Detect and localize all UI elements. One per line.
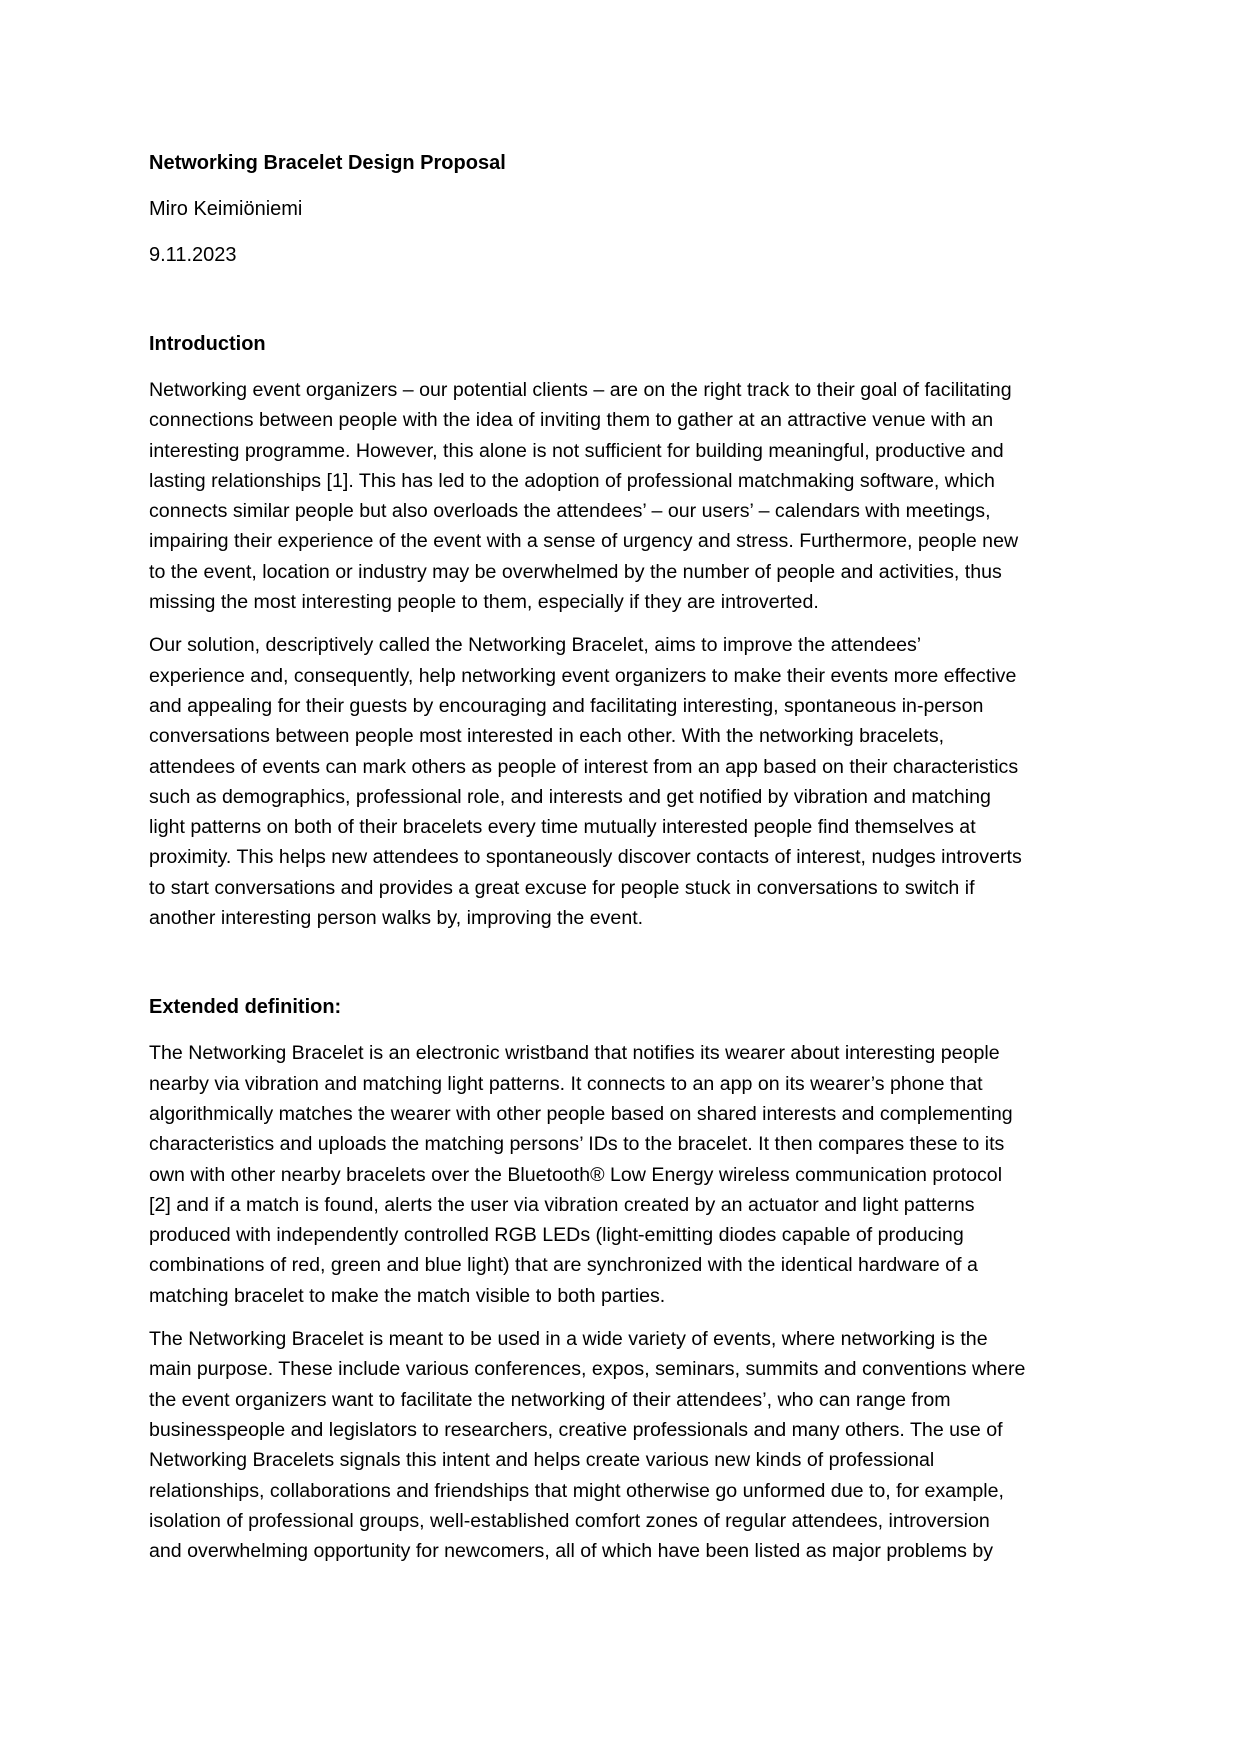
text-line: algorithmically matches the wearer with other people based on shared interests and complementing bbox=[149, 1102, 1013, 1125]
spacer bbox=[149, 946, 1099, 992]
text-line: attendees of events can mark others as people of interest from an app based on their characteristics bbox=[149, 755, 1019, 778]
text-line: to start conversations and provides a great excuse for people stuck in conversations to switch if bbox=[149, 876, 975, 899]
text-line: own with other nearby bracelets over the Bluetooth® Low Energy wireless communication protocol bbox=[149, 1163, 1003, 1186]
text-line: light patterns on both of their bracelets every time mutually interested people find themselves at bbox=[149, 816, 976, 839]
text-line: impairing their experience of the event with a sense of urgency and stress. Furthermore, people new bbox=[149, 530, 1019, 553]
text-line: isolation of professional groups, well-established comfort zones of regular attendees, introversion bbox=[149, 1509, 990, 1532]
text-line: connections between people with the idea of inviting them to gather at an attractive venue with an bbox=[149, 409, 994, 432]
text-line: Networking Bracelets signals this intent and helps create various new kinds of professional bbox=[149, 1449, 935, 1472]
text-line: to the event, location or industry may be overwhelmed by the number of people and activities, thus bbox=[149, 560, 1002, 583]
text-line: produced with independently controlled RGB LEDs (light-emitting diodes capable of producing bbox=[149, 1224, 964, 1247]
text-line: and overwhelming opportunity for newcomers, all of which have been listed as major problems by bbox=[149, 1540, 994, 1563]
text-line: relationships, collaborations and friendships that might otherwise go unformed due to, for example, bbox=[149, 1479, 1004, 1502]
text-line: combinations of red, green and blue light) that are synchronized with the identical hardware of a bbox=[149, 1254, 978, 1277]
text-line: [2] and if a match is found, alerts the user via vibration created by an actuator and light patterns bbox=[149, 1193, 975, 1216]
text-line: missing the most interesting people to them, especially if they are introverted. bbox=[149, 591, 819, 614]
paragraph bbox=[149, 1324, 1099, 1566]
text-line: lasting relationships [1]. This has led to the adoption of professional matchmaking software, which bbox=[149, 469, 995, 492]
text-line: such as demographics, professional role, and interests and get notified by vibration and matching bbox=[149, 785, 991, 808]
section-heading: Introduction bbox=[149, 333, 266, 355]
document-page bbox=[149, 148, 1099, 1579]
text-line: main purpose. These include various conferences, expos, seminars, summits and conventions where bbox=[149, 1358, 1026, 1381]
text-line: the event organizers want to facilitate the networking of their attendees’, who can range from bbox=[149, 1388, 951, 1411]
section-introduction bbox=[149, 329, 1099, 933]
text-line: and appealing for their guests by encouraging and facilitating interesting, spontaneous in-person bbox=[149, 694, 984, 717]
paragraph bbox=[149, 375, 1099, 617]
text-line: connects similar people but also overloads the attendees’ – our users’ – calendars with meetings, bbox=[149, 500, 991, 523]
text-line: nearby via vibration and matching light patterns. It connects to an app on its wearer’s phone that bbox=[149, 1072, 983, 1095]
text-line: characteristics and uploads the matching persons’ IDs to the bracelet. It then compares these to its bbox=[149, 1133, 1005, 1156]
text-line: conversations between people most interested in each other. With the networking bracelets, bbox=[149, 725, 945, 748]
text-line: matching bracelet to make the match visible to both parties. bbox=[149, 1284, 666, 1307]
text-line: Our solution, descriptively called the Networking Bracelet, aims to improve the attendees’ bbox=[149, 634, 922, 657]
spacer bbox=[149, 286, 1099, 329]
paragraph bbox=[149, 630, 1099, 933]
document-title: Networking Bracelet Design Proposal bbox=[149, 152, 506, 174]
text-line: interesting programme. However, this alone is not sufficient for building meaningful, productive and bbox=[149, 439, 1004, 462]
text-line: The Networking Bracelet is meant to be used in a wide variety of events, where networking is the bbox=[149, 1328, 988, 1351]
document-date: 9.11.2023 bbox=[149, 244, 237, 266]
paragraph bbox=[149, 1038, 1099, 1311]
text-line: businesspeople and legislators to researchers, creative professionals and many others. The use of bbox=[149, 1418, 1003, 1441]
section-heading: Extended definition: bbox=[149, 996, 342, 1019]
text-line: Networking event organizers – our potential clients – are on the right track to their goal of facilitating bbox=[149, 379, 1012, 401]
document-author: Miro Keimiöniemi bbox=[149, 198, 303, 220]
section-extended-definition bbox=[149, 992, 1099, 1566]
text-line: another interesting person walks by, improving the event. bbox=[149, 907, 644, 930]
text-line: The Networking Bracelet is an electronic wristband that notifies its wearer about interesting people bbox=[149, 1042, 1000, 1065]
text-line: experience and, consequently, help networking event organizers to make their events more effective bbox=[149, 664, 1017, 687]
text-line: proximity. This helps new attendees to spontaneously discover contacts of interest, nudges introverts bbox=[149, 846, 1022, 869]
